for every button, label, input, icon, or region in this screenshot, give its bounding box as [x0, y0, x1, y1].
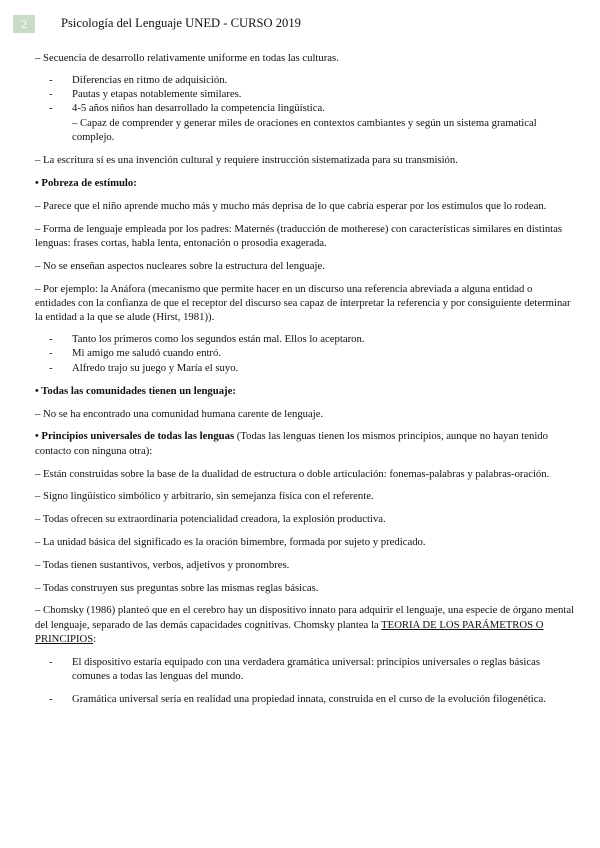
list-item: - El dispositivo estaría equipado con una verdadera gramática universal: principios universales o reglas básicas comunes a todas las lenguas del mundo.: [72, 655, 575, 684]
paragraph: – Forma de lenguaje empleada por los padres: Maternés (traducción de motherese) con características similares en distintas lenguas: frases cortas, habla lenta, entonación o prosodia exagerada.: [35, 222, 563, 249]
paragraph: – Parece que el niño aprende mucho más y mucho más deprisa de lo que cabría esperar por los estímulos que lo rodean.: [35, 199, 547, 212]
escritura-line: – La escritura sí es una invención cultural y requiere instrucción sistematizada para su transmisión.: [35, 154, 458, 167]
list-item: - Pautas y etapas notablemente similares.: [72, 87, 575, 101]
page-header: [0, 14, 600, 34]
final-list: [35, 655, 575, 707]
list-item: - 4-5 años niños han desarrollado la competencia lingüística. – Capaz de comprender y generar miles de oraciones en contextos cambiantes y según un sistema gramatical complejo.: [72, 101, 575, 144]
page-number: 2: [13, 15, 35, 33]
paragraph: – Todas construyen sus preguntas sobre las mismas reglas básicas.: [35, 581, 319, 594]
section-heading-pobreza: • Pobreza de estímulo:: [35, 177, 137, 190]
list-item: - Mi amigo me saludó cuando entró.: [72, 346, 575, 360]
list-item: - Diferencias en ritmo de adquisición.: [72, 73, 575, 87]
list-item: - Tanto los primeros como los segundos están mal. Ellos lo aceptaron.: [72, 332, 575, 346]
paragraph: – No se enseñan aspectos nucleares sobre la estructura del lenguaje.: [35, 259, 325, 272]
paragraph: – Por ejemplo: la Anáfora (mecanismo que permite hacer en un discurso una referencia abreviada a alguna entidad o entidades con la confianza de que el receptor del discurso sea capaz de interpretar la referencia y por consiguiente determinar la entidad a la que se alude (Hirst, 1981)).: [35, 282, 571, 324]
section-heading-comunidades: • Todas las comunidades tienen un lenguaje:: [35, 384, 236, 397]
intro-list: [35, 73, 575, 144]
chomsky-paragraph: – Chomsky (1986) planteó que en el cerebro hay un dispositivo innato para adquirir el lenguaje, una especie de órgano mental del lenguaje, separado de las demás capacidades cognitivas. Chomsky plantea la TEORIA DE LOS PARÁMETROS O PRINCIPIOS:: [35, 604, 575, 645]
document-body: [35, 51, 575, 716]
paragraph: – Signo lingüístico simbólico y arbitrario, sin semejanza física con el referente.: [35, 490, 374, 503]
examples-list: [35, 332, 575, 375]
paragraph: – Están construidas sobre la base de la dualidad de estructura o doble articulación: fonemas-palabras y palabras-oración.: [35, 467, 550, 480]
paragraph: – La unidad básica del significado es la oración bimembre, formada por sujeto y predicado.: [35, 535, 426, 548]
header-title: Psicología del Lenguaje UNED - CURSO 2019: [61, 16, 301, 30]
section-heading-principios: • Principios universales de todas las lenguas (Todas las lenguas tienen los mismos principios, aunque no hayan tenido contacto con ninguna otra):: [35, 430, 548, 457]
paragraph: – No se ha encontrado una comunidad humana carente de lenguaje.: [35, 407, 324, 420]
list-item: - Alfredo trajo su juego y María el suyo.: [72, 361, 575, 375]
theory-link: TEORIA DE LOS PARÁMETROS O PRINCIPIOS: [35, 618, 544, 645]
list-subitem: – Capaz de comprender y generar miles de oraciones en contextos cambiantes y según un sistema gramatical complejo.: [72, 116, 537, 143]
list-item: - Gramática universal sería en realidad una propiedad innata, construida en el curso de la evolución filogenética.: [72, 692, 575, 706]
paragraph: – Todas ofrecen su extraordinaria potencialidad creadora, la explosión productiva.: [35, 513, 386, 526]
intro-line: – Secuencia de desarrollo relativamente uniforme en todas las culturas.: [35, 52, 339, 64]
paragraph: – Todas tienen sustantivos, verbos, adjetivos y pronombres.: [35, 558, 290, 571]
